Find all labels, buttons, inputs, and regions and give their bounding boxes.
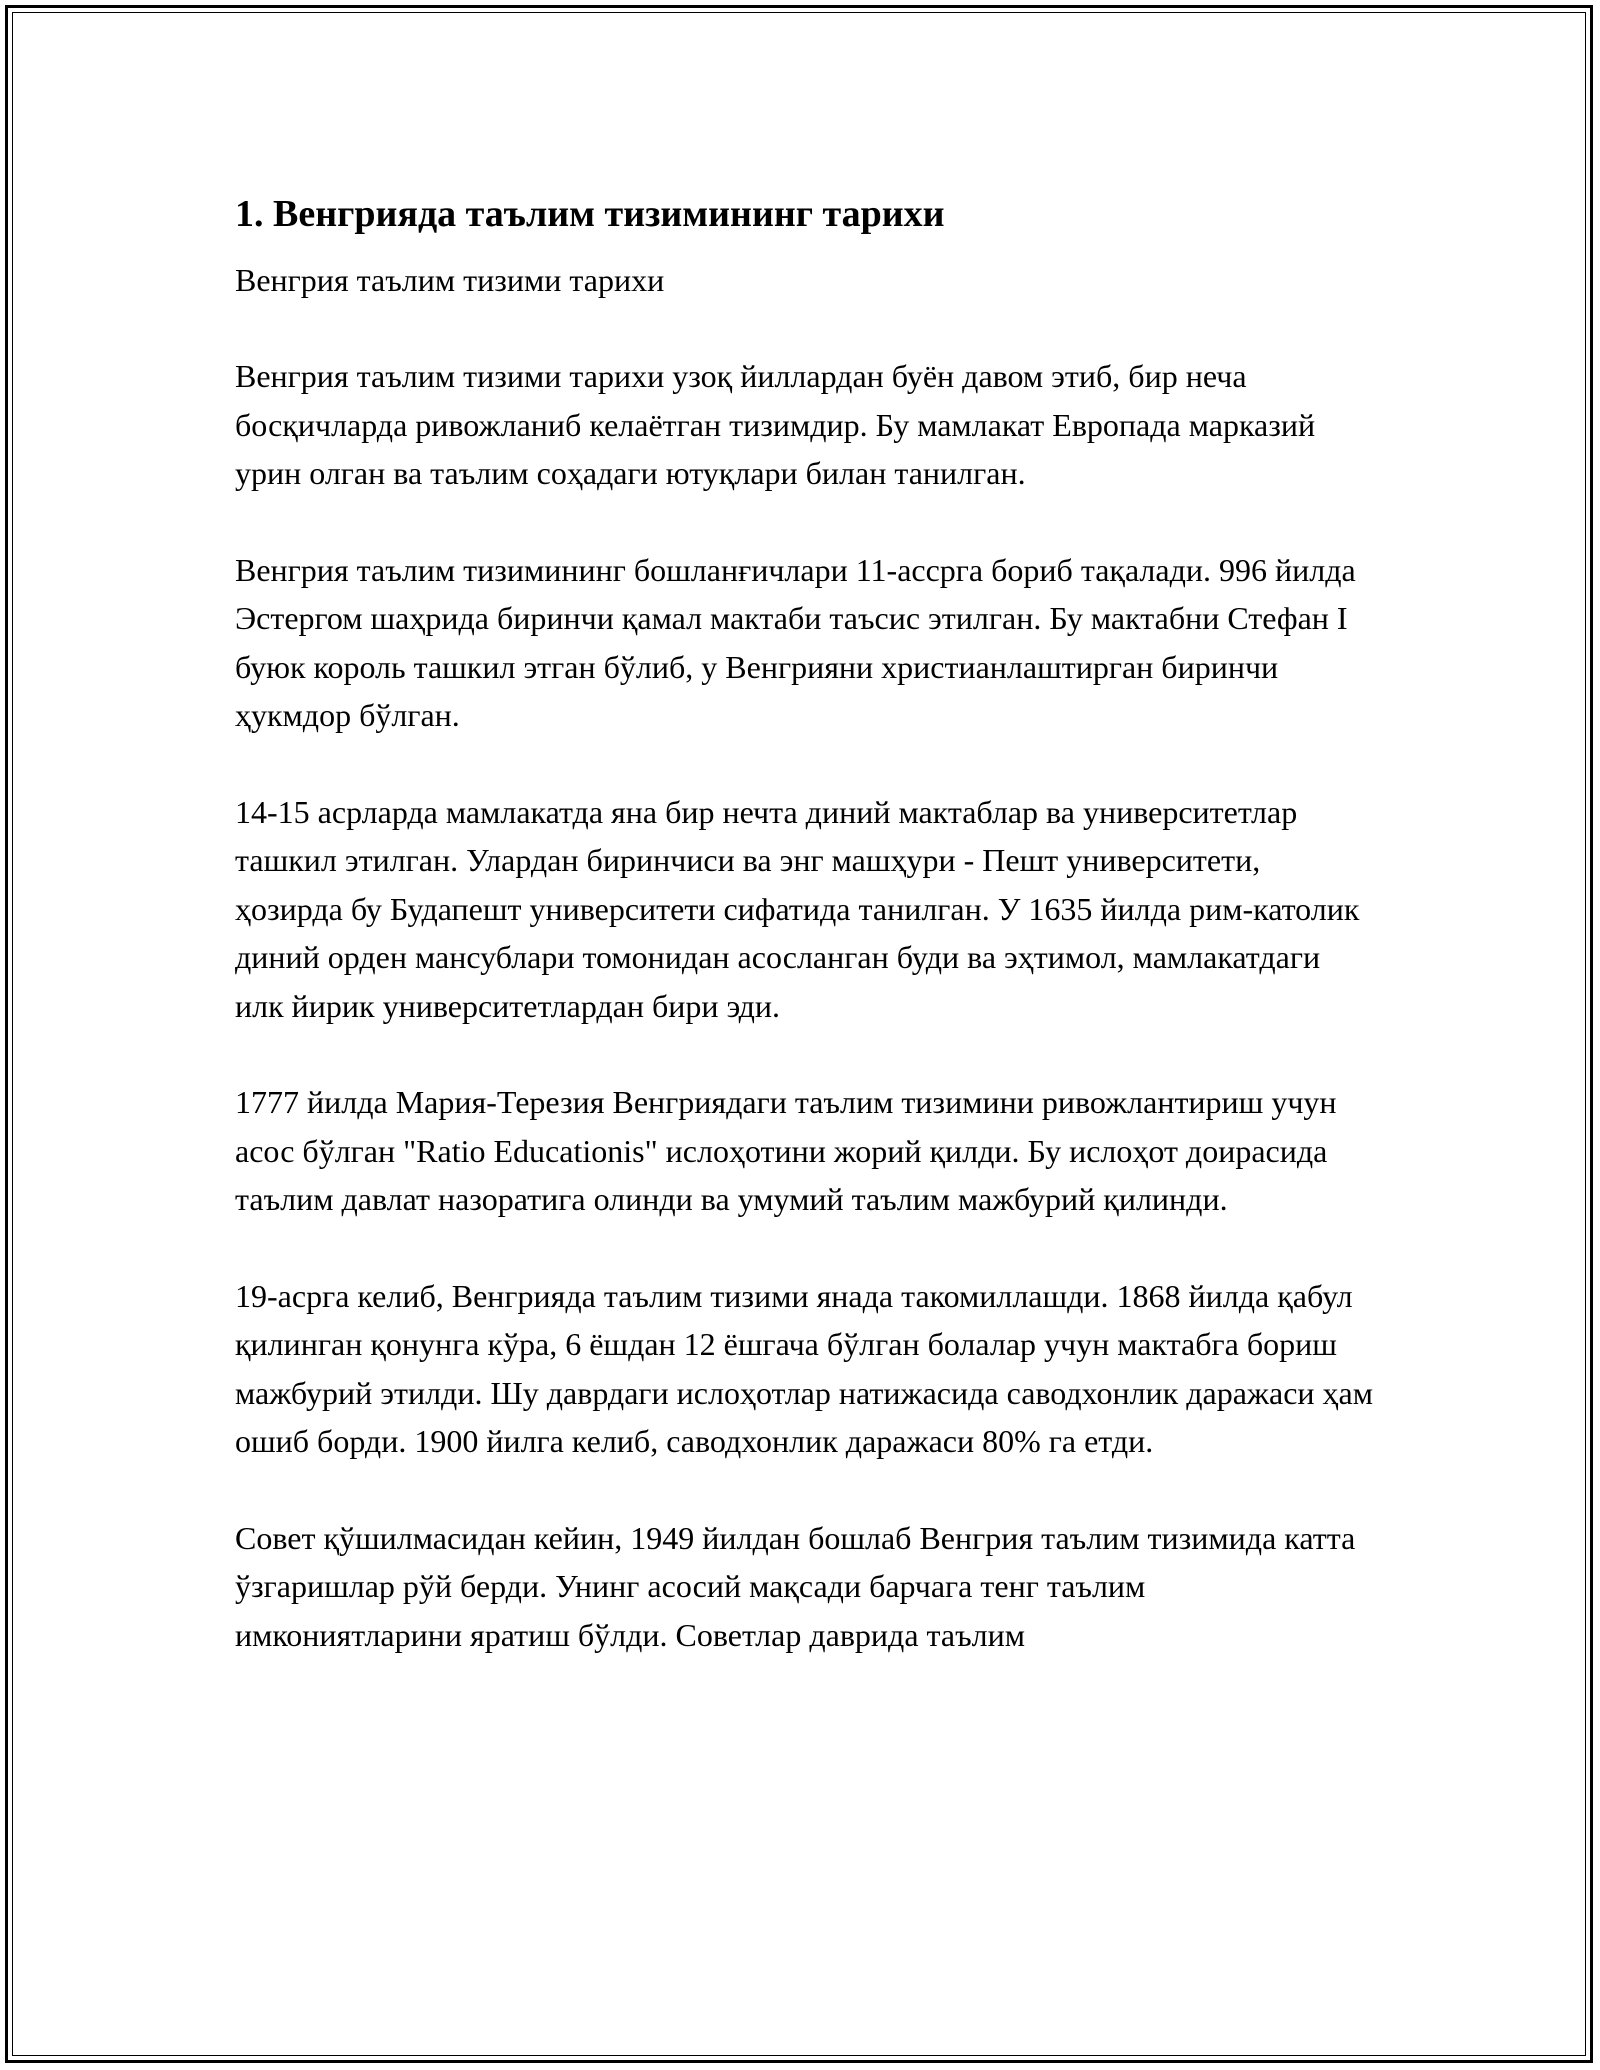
paragraph-5: 19-асрга келиб, Венгрияда таълим тизими янада такомиллашди. 1868 йилда қабул қилинган қонунга кўра, 6 ёшдан 12 ёшгача бўлган болалар учун мактабга бориш мажбурий этилди. Шу даврдаги ислоҳотлар натижасида саводхонлик даражаси ҳам ошиб борди. 1900 йилга келиб, саводхонлик даражаси 80% га етди. xyxy=(235,1277,1373,1459)
paragraph-1: Венгрия таълим тизими тарихи узоқ йиллардан буён давом этиб, бир неча босқичларда ривожланиб келаётган тизимдир. Бу мамлакат Европада марказий урин олган ва таълим соҳадаги ютуқлари билан танилган. xyxy=(235,358,1316,491)
paragraph-4: 1777 йилда Мария-Терезия Венгриядаги таълим тизимини ривожлантириш учун асос бўлган "Ratio Educationis" ислоҳотини жорий қилди. Бу ислоҳот доирасида таълим давлат назоратига олинди ва умумий таълим мажбурий қилинди. xyxy=(235,1084,1337,1217)
paragraph-2: Венгрия таълим тизимининг бошланғичлари 11-ассрга бориб тақалади. 996 йилда Эстергом шаҳрида биринчи қамал мактаби таъсис этилган. Бу мактабни Стефан I буюк король ташкил этган бўлиб, у Венгрияни христианлаштирган биринчи ҳукмдор бўлган. xyxy=(235,551,1356,733)
section-heading: 1. Венгрияда таълим тизимининг тарихи xyxy=(235,193,945,235)
document-body xyxy=(235,184,1375,1707)
paragraph-6: Совет қўшилмасидан кейин, 1949 йилдан бошлаб Венгрия таълим тизимида катта ўзгаришлар рўй берди. Унинг асосий мақсади барчага тенг таълим имкониятларини яратиш бўлди. Советлар даврида таълим xyxy=(235,1519,1356,1653)
section-subtitle: Венгрия таълим тизими тарихи xyxy=(235,262,665,298)
paragraph-3: 14-15 асрларда мамлакатда яна бир нечта диний мактаблар ва университетлар ташкил этилган. Улардан биринчиси ва энг машҳури - Пешт университети, ҳозирда бу Будапешт университети сифатида танилган. У 1635 йилда рим-католик диний орден мансублари томонидан асосланган буди ва эҳтимол, мамлакатдаги илк йирик университетлардан бири эди. xyxy=(235,793,1360,1024)
